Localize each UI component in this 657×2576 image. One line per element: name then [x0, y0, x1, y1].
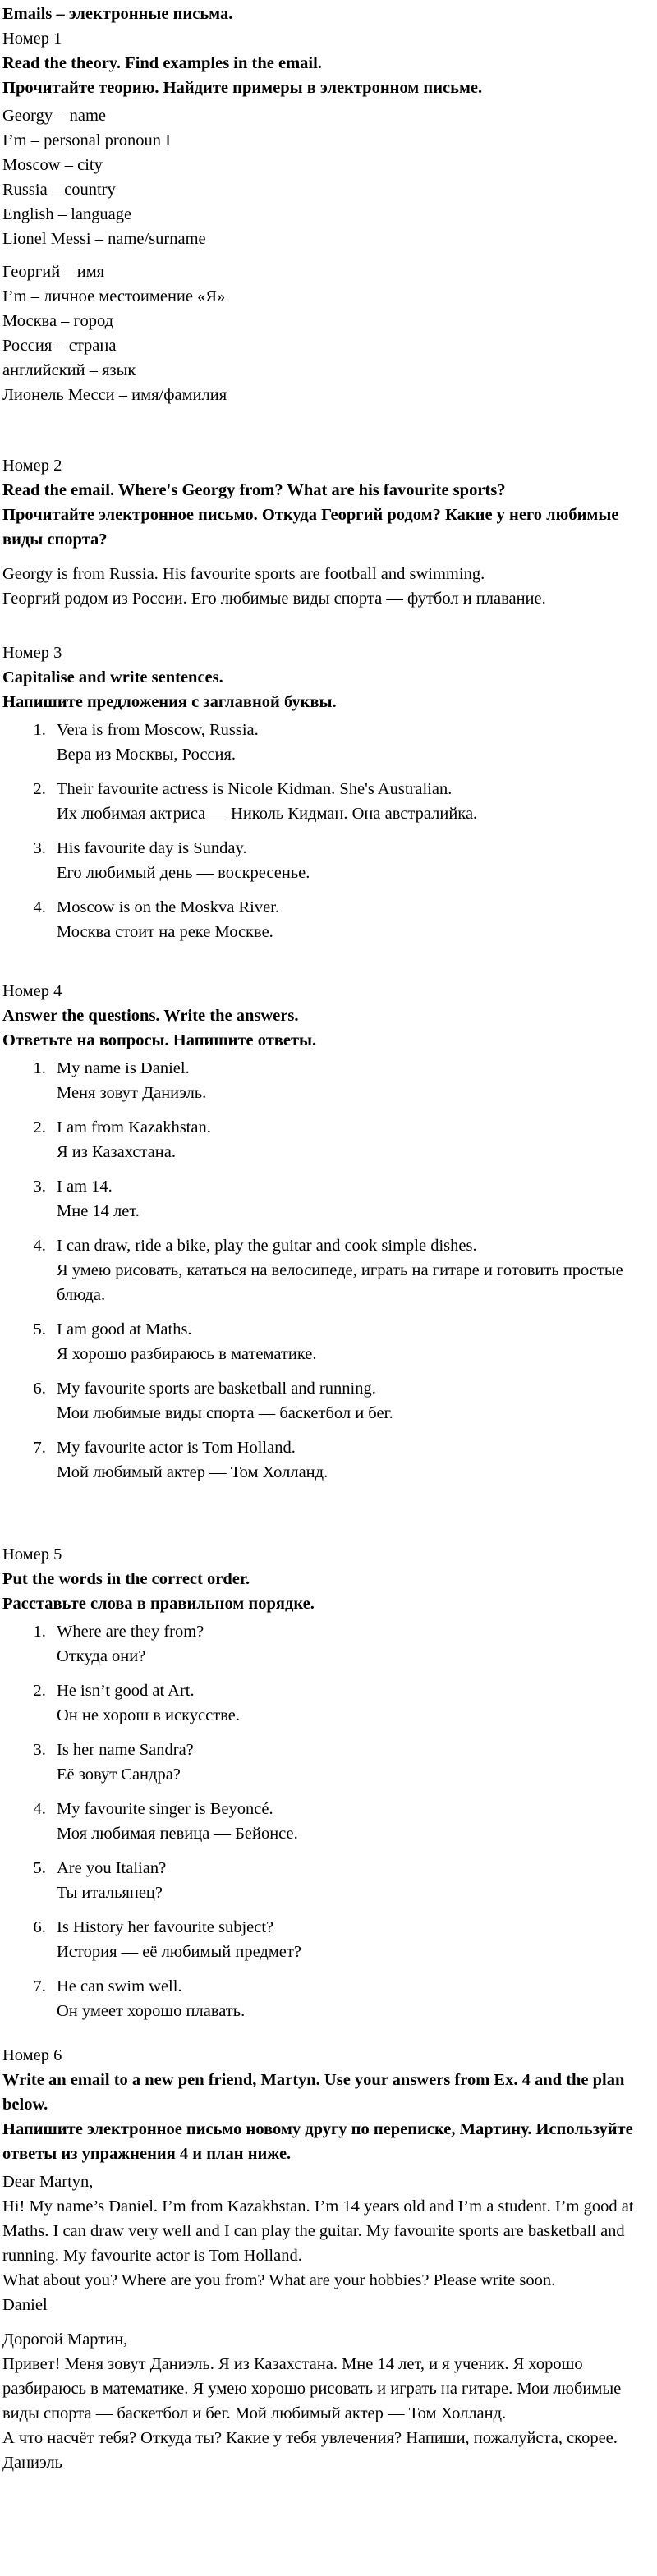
theory-line: Георгий – имя [2, 263, 105, 281]
email-ru [2, 2327, 655, 2475]
item-ru: Мне 14 лет. [57, 1202, 140, 1220]
item-ru: Вера из Москвы, Россия. [57, 746, 237, 764]
email-body: Hi! My name’s Daniel. I’m from Kazakhstan. I’m 14 years old and I’m a student. I’m good at Maths. I can draw very well and I can play the guitar. My favourite sports are basketball and running. My favourite actor is Tom Holland. [2, 2197, 634, 2265]
item-en: 6. My favourite sports are basketball and running. [57, 1380, 376, 1398]
email-signature: Даниэль [2, 2454, 63, 2472]
answer-list [2, 1619, 655, 2023]
task-ru: Расставьте слова в правильном порядке. [2, 1595, 315, 1613]
item-en: 1. Vera is from Moscow, Russia. [57, 721, 259, 739]
task-en: Capitalise and write sentences. [2, 668, 223, 686]
list-item [50, 1619, 655, 1669]
theory-line: Russia – country [2, 181, 116, 199]
task-en: Read the email. Where's Georgy from? What are his favourite sports? [2, 481, 506, 499]
theory-line: Georgy – name [2, 107, 107, 125]
item-en: 2. I am from Kazakhstan. [57, 1118, 211, 1136]
task-ru: Прочитайте теорию. Найдите примеры в электронном письме. [2, 79, 483, 97]
answer-en: Georgy is from Russia. His favourite sports are football and swimming. [2, 565, 485, 583]
section-1 [2, 26, 655, 407]
task-ru: Напишите электронное письмо новому другу по переписке, Мартину. Используйте ответы из упражнения 4 и план ниже. [2, 2120, 633, 2163]
list-item [50, 1738, 655, 1787]
item-en: 3. Is her name Sandra? [57, 1741, 194, 1759]
answer-list [2, 718, 655, 944]
item-en: 4. I can draw, ride a bike, play the guitar and cook simple dishes. [57, 1237, 477, 1255]
list-item [50, 1233, 655, 1307]
list-item [50, 1376, 655, 1426]
email-greeting: Дорогой Мартин, [2, 2330, 128, 2349]
section-3 [2, 641, 655, 944]
item-ru: Я умею рисовать, кататься на велосипеде, играть на гитаре и готовить простые блюда. [57, 1261, 623, 1304]
item-ru: Меня зовут Даниэль. [57, 1084, 207, 1102]
answer-block [2, 562, 655, 611]
item-en: 7. My favourite actor is Tom Holland. [57, 1439, 296, 1457]
theory-line: Москва – город [2, 312, 114, 330]
section-5 [2, 1542, 655, 2023]
page-title: Emails – электронные письма. [2, 5, 233, 23]
email-en [2, 2170, 655, 2317]
task-en: Put the words in the correct order. [2, 1570, 250, 1588]
theory-line: I’m – личное местоимение «Я» [2, 287, 226, 305]
theory-line: английский – язык [2, 361, 136, 379]
section-number: Номер 4 [2, 982, 62, 1000]
task-ru: Прочитайте электронное письмо. Откуда Георгий родом? Какие у него любимые виды спорта? [2, 506, 619, 549]
section-4 [2, 979, 655, 1485]
email-question: А что насчёт тебя? Откуда ты? Какие у тебя увлечения? Напиши, пожалуйста, скорее. [2, 2429, 618, 2447]
item-ru: Откуда они? [57, 1647, 146, 1665]
item-ru: Мой любимый актер — Том Холланд. [57, 1463, 328, 1481]
theory-ru-list [2, 259, 655, 407]
item-en: 1. My name is Daniel. [57, 1059, 190, 1077]
item-ru: Он умеет хорошо плавать. [57, 2002, 246, 2020]
theory-en-list [2, 103, 655, 251]
section-number: Номер 6 [2, 2046, 62, 2064]
task-ru: Напишите предложения с заглавной буквы. [2, 693, 337, 711]
list-item [50, 1174, 655, 1224]
item-en: 1. Where are they from? [57, 1623, 204, 1641]
answer-ru: Георгий родом из России. Его любимые виды спорта — футбол и плавание. [2, 590, 546, 608]
list-item [50, 1915, 655, 1964]
item-en: 2. He isn’t good at Art. [57, 1682, 195, 1700]
item-ru: Я хорошо разбираюсь в математике. [57, 1345, 317, 1363]
task-en: Answer the questions. Write the answers. [2, 1007, 299, 1025]
theory-line: Moscow – city [2, 156, 103, 174]
item-en: 2. Their favourite actress is Nicole Kidman. She's Australian. [57, 780, 453, 798]
item-en: 4. My favourite singer is Beyoncé. [57, 1800, 273, 1818]
list-item [50, 777, 655, 826]
list-item [50, 1797, 655, 1846]
list-item [50, 1435, 655, 1485]
item-ru: Их любимая актриса — Николь Кидман. Она австралийка. [57, 805, 478, 823]
item-en: 3. His favourite day is Sunday. [57, 839, 247, 857]
email-greeting: Dear Martyn, [2, 2173, 94, 2191]
list-item [50, 1317, 655, 1366]
item-en: 5. Are you Italian? [57, 1859, 167, 1877]
list-item [50, 1056, 655, 1105]
theory-line: I’m – personal pronoun I [2, 131, 171, 149]
section-number: Номер 2 [2, 457, 62, 475]
theory-line: Россия – страна [2, 337, 117, 355]
item-ru: Он не хорош в искусстве. [57, 1706, 240, 1724]
item-en: 6. Is History her favourite subject? [57, 1918, 274, 1936]
list-item [50, 895, 655, 944]
list-item [50, 1678, 655, 1728]
theory-line: Lionel Messi – name/surname [2, 230, 206, 248]
list-item [50, 836, 655, 885]
section-number: Номер 5 [2, 1545, 62, 1564]
answer-list [2, 1056, 655, 1485]
email-body: Привет! Меня зовут Даниэль. Я из Казахстана. Мне 14 лет, и я ученик. Я хорошо разбираюсь в математике. Я умею хорошо рисовать и играть на гитаре. Мои любимые виды спорта — баскетбол и бег. Мой любимый актер — Том Холланд. [2, 2355, 622, 2422]
email-signature: Daniel [2, 2296, 48, 2314]
task-ru: Ответьте на вопросы. Напишите ответы. [2, 1031, 317, 1049]
item-en: 4. Moscow is on the Moskva River. [57, 898, 280, 916]
section-2 [2, 453, 655, 611]
item-ru: Москва стоит на реке Москве. [57, 923, 273, 941]
item-en: 3. I am 14. [57, 1178, 113, 1196]
item-ru: Моя любимая певица — Бейонсе. [57, 1825, 298, 1843]
item-ru: Ты итальянец? [57, 1884, 163, 1902]
section-number: Номер 1 [2, 30, 62, 48]
theory-line: Лионель Месси – имя/фамилия [2, 386, 227, 404]
item-en: 7. He can swim well. [57, 1977, 182, 1995]
item-en: 5. I am good at Maths. [57, 1320, 192, 1339]
list-item [50, 1974, 655, 2023]
task-en: Write an email to a new pen friend, Martyn. Use your answers from Ex. 4 and the plan below. [2, 2071, 625, 2114]
list-item [50, 1115, 655, 1164]
item-ru: История — её любимый предмет? [57, 1943, 301, 1961]
item-ru: Я из Казахстана. [57, 1143, 176, 1161]
item-ru: Её зовут Сандра? [57, 1766, 181, 1784]
item-ru: Мои любимые виды спорта — баскетбол и бег. [57, 1404, 393, 1422]
email-question: What about you? Where are you from? What are your hobbies? Please write soon. [2, 2271, 556, 2289]
section-6 [2, 2043, 655, 2475]
task-en: Read the theory. Find examples in the email. [2, 54, 322, 72]
item-ru: Его любимый день — воскресенье. [57, 864, 310, 882]
theory-line: English – language [2, 205, 132, 223]
section-number: Номер 3 [2, 644, 62, 662]
list-item [50, 1856, 655, 1905]
list-item [50, 718, 655, 767]
